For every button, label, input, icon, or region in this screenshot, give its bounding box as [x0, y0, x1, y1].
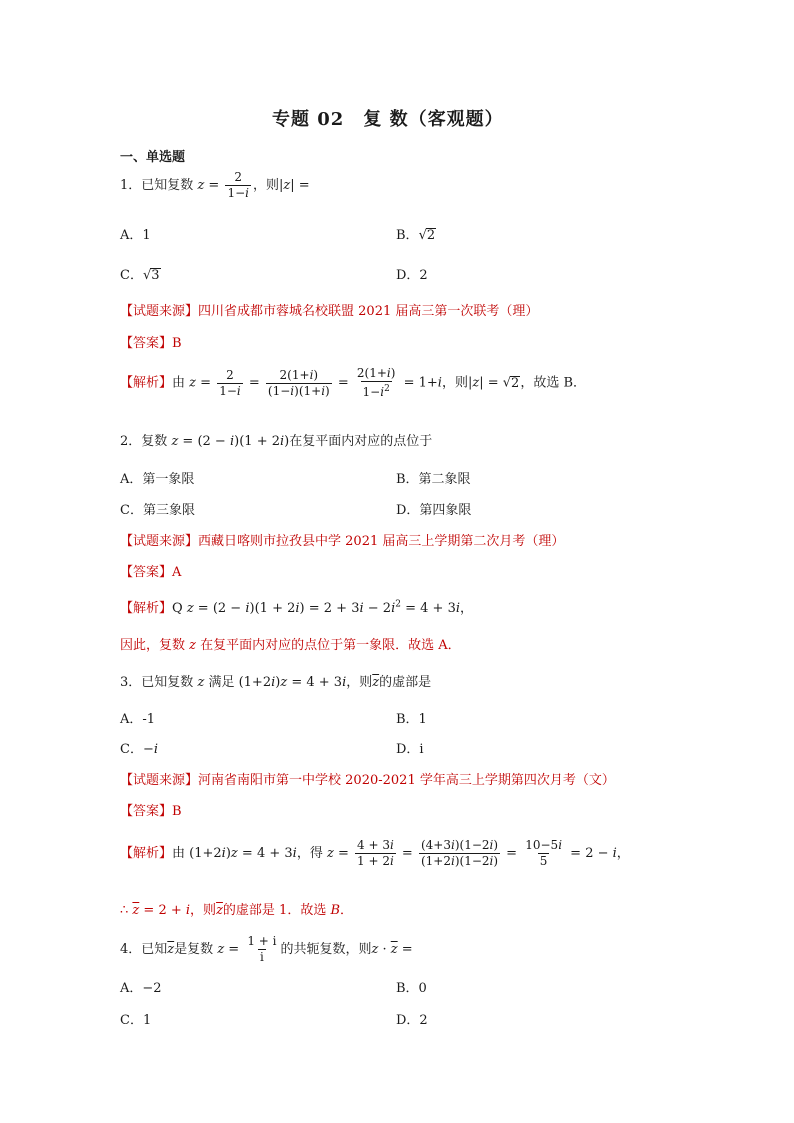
q1-option-a: A．1: [120, 228, 151, 243]
q3-analysis: 【解析】由 (1+2i)z = 4 + 3i，得 z = $\frac{4 + 3i}{1 + 2i}$ = $\frac{(4+3i)(1-2i)}{(1+2i)(1-2i)}$ = $\frac{10-5i}{5}$ = 2 − i，: [120, 838, 630, 868]
q2-conclusion: 因此，复数 z 在复平面内对应的点位于第一象限．故选 A．: [120, 638, 461, 653]
q3-option-d: D．i: [396, 742, 424, 757]
section-heading: 一、单选题: [120, 150, 186, 165]
q1-analysis: 【解析】由 z = $\frac{2}{1-i}$ = $\frac{2(1+i)}{(1-i)(1+i)}$ = $\frac{2(1+i)}{1-i^2}$ = 1+i，则|z| = √2，故选 B．: [120, 366, 587, 399]
question-1-stem: 1．已知复数 z = $\frac{2}{1-i}$ ，则|z| =: [120, 170, 310, 200]
q3-option-a: A．-1: [120, 712, 156, 727]
question-3-stem: 3．已知复数 z 满足 (1+2i)z = 4 + 3i，则$\overline{z}$的虚部是: [120, 675, 432, 690]
question-4-stem: 4．已知$\overline{z}$是复数 z = $\frac{1 + i}{i}$ 的共轭复数，则$z \cdot \overline{z}$ =: [120, 934, 413, 964]
q2-source: 【试题来源】西藏日喀则市拉孜县中学 2021 届高三上学期第二次月考（理）: [120, 534, 565, 549]
q1-option-d: D．2: [396, 268, 428, 283]
q1-source: 【试题来源】四川省成都市蓉城名校联盟 2021 届高三第一次联考（理）: [120, 304, 539, 319]
q4-option-b: B．0: [396, 981, 427, 996]
q3-conclusion: ∴ $\overline{z} = 2 + i$，则$\overline{z}$的虚部是 1．故选 B．: [120, 903, 354, 918]
q2-option-b: B．第二象限: [396, 472, 471, 487]
q3-answer: 【答案】B: [120, 804, 182, 819]
q1-option-b: B．√2: [396, 228, 436, 243]
q2-option-d: D．第四象限: [396, 503, 472, 518]
q2-answer: 【答案】A: [120, 565, 182, 580]
q4-option-c: C．1: [120, 1013, 152, 1028]
q2-option-a: A．第一象限: [120, 472, 195, 487]
q2-analysis: 【解析】Q $z = (2 - i)(1 + 2i) = 2 + 3i - 2i^2 = 4 + 3i$，: [120, 599, 474, 616]
q4-option-d: D．2: [396, 1013, 428, 1028]
page-title: 专题 02 复 数（客观题）: [272, 109, 504, 130]
fraction: $\frac{2}{1-i}$: [227, 170, 250, 200]
q1-option-c: C．√3: [120, 268, 160, 283]
question-2-stem: 2．复数 z = (2 − i)(1 + 2i)在复平面内对应的点位于: [120, 434, 433, 449]
q4-option-a: A．−2: [120, 981, 162, 996]
q3-option-b: B．1: [396, 712, 427, 727]
q3-source: 【试题来源】河南省南阳市第一中学校 2020-2021 学年高三上学期第四次月考（文）: [120, 773, 615, 788]
q2-option-c: C．第三象限: [120, 503, 195, 518]
q3-option-c: C．−i: [120, 742, 159, 757]
q1-answer: 【答案】B: [120, 336, 182, 351]
